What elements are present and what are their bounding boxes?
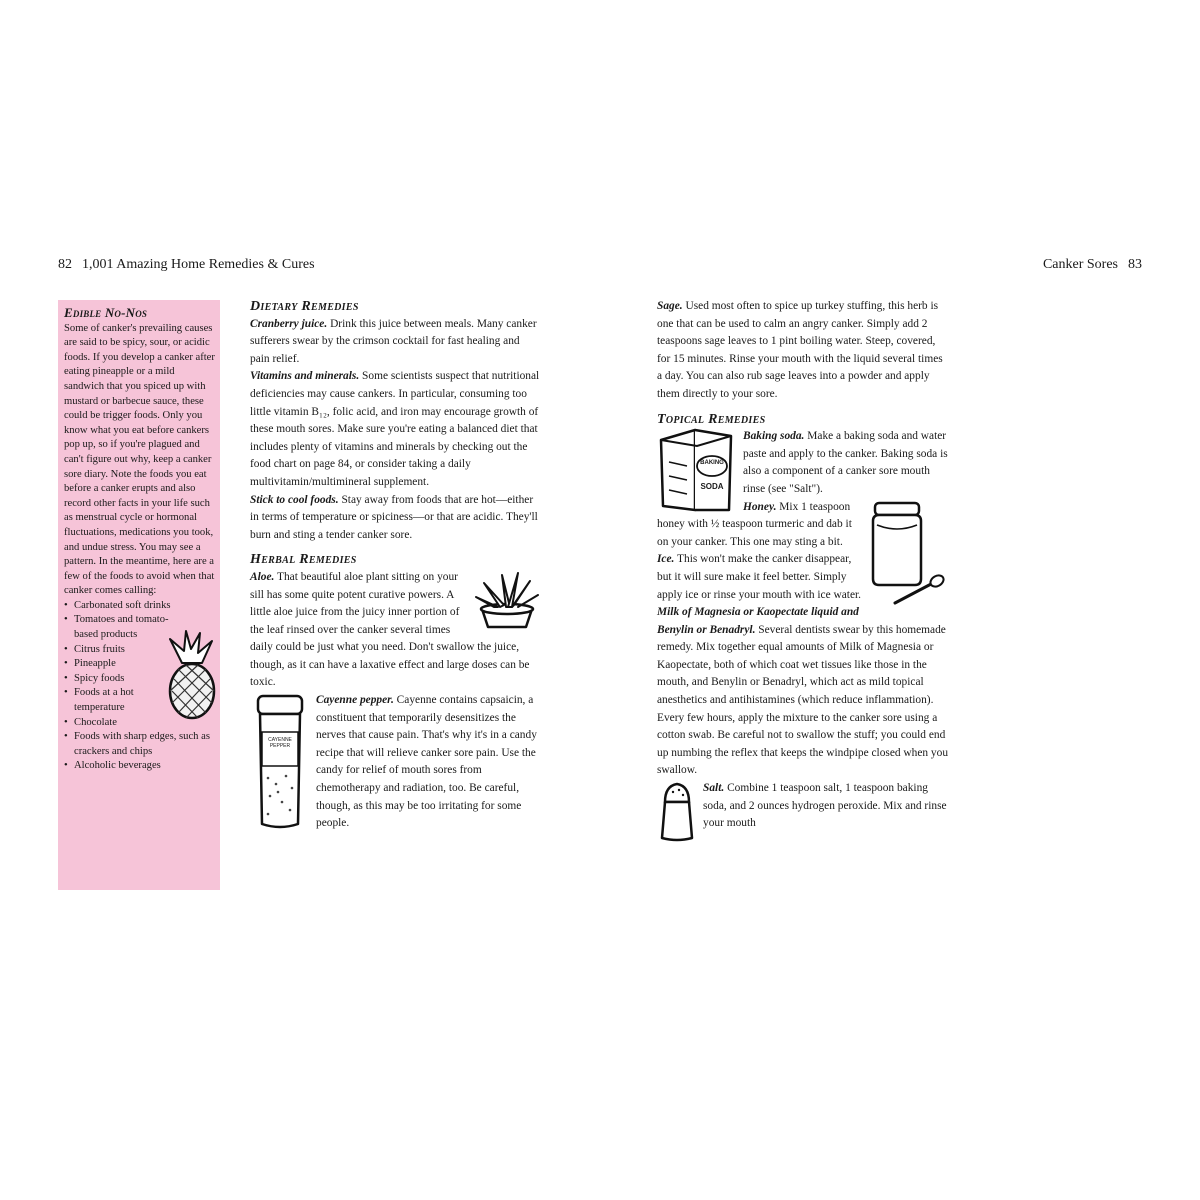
cool-foods-text: Stay away from foods that are hot—either in terms of temperature or spiciness—or that are acidic. They'll burn and sting a tender canker sore. xyxy=(250,493,538,541)
left-main-column xyxy=(250,298,542,833)
baking-soda-illustration xyxy=(657,426,737,514)
left-running-header xyxy=(58,257,315,273)
pineapple-illustration xyxy=(160,629,222,721)
baking-soda-box-icon xyxy=(657,426,737,514)
cranberry-lead: Cranberry juice. xyxy=(250,317,328,330)
vitamins-paragraph xyxy=(250,368,542,491)
sidebar-title: Edible No-Nos xyxy=(64,305,148,320)
honey-jar-illustration xyxy=(867,499,949,611)
list-item: • Foods with sharp edges, such as crackers and chips xyxy=(64,730,224,759)
vitamins-lead: Vitamins and minerals. xyxy=(250,370,360,383)
list-item: • Alcoholic beverages xyxy=(64,759,224,774)
sage-text: Used most often to spice up turkey stuffing, this herb is one that can be used to calm an angry canker. Simply add 2 teaspoons sage leaves to 1 pint boiling water. Steep, covered, for 15 minutes. Rinse your mouth with the liquid several times a day. You can also rub sage leaves into a powder and apply them directly to your sore. xyxy=(657,300,943,400)
cool-foods-lead: Stick to cool foods. xyxy=(250,493,339,506)
cayenne-lead: Cayenne pepper. xyxy=(316,694,394,707)
list-item: • Carbonated soft drinks xyxy=(64,599,224,614)
edible-no-nos-sidebar xyxy=(58,300,220,890)
right-page-number: 83 xyxy=(1128,257,1142,272)
topical-remedies-heading: Topical Remedies xyxy=(657,411,766,427)
chapter-title: Canker Sores xyxy=(1042,257,1118,272)
list-item: • Chocolate xyxy=(64,716,174,731)
list-item: • Tomatoes and tomato-based products xyxy=(64,613,174,642)
cayenne-text: Cayenne contains capsaicin, a constituent that temporarily desensitizes the nerves that cause pain. That's why it's in a candy recipe that will relieve canker sore pain. Use the candy for relief of mouth sores from chemotherapy and radiation, too. Be careful, though, as this may be too irritating for some people. xyxy=(316,694,537,830)
sage-lead: Sage. xyxy=(657,300,683,312)
aloe-lead: Aloe. xyxy=(250,570,275,583)
cranberry-text: Drink this juice between meals. Many canker sufferers swear by the crimson cocktail for fast healing and pain relief. xyxy=(250,317,537,365)
box-label-bottom: SODA xyxy=(700,482,724,492)
box-label-top: BAKING xyxy=(700,460,724,467)
salt-text: Combine 1 teaspoon salt, 1 teaspoon baking soda, and 2 ounces hydrogen peroxide. Mix and rinse your mouth xyxy=(703,782,947,830)
milk-of-magnesia-text: Several dentists swear by this homemade remedy. Mix together equal amounts of Milk of Magnesia or Kaopectate, both of which coat wet tissues like those in the mouth, and Benylin or Benadryl, which act as mild topical anesthetics and antihistamines (which reduce inflammation). Every few hours, apply the mixture to the canker sore using a cotton swab. Be careful not to swallow the stuff; you could end up numbing the reflex that keeps the windpipe closed when you swallow. xyxy=(657,623,949,777)
cranberry-paragraph xyxy=(250,316,542,369)
honey-text: Mix 1 teaspoon honey with ½ teaspoon turmeric and dab it on your canker. This one may sting a bit. xyxy=(657,500,852,548)
book-title: 1,001 Amazing Home Remedies & Cures xyxy=(82,257,315,272)
vitamins-text: Some scientists suspect that nutritional deficiencies may cause cankers. In particular, consuming too little vitamin B₁₂, folic acid, and iron may encourage growth of these mouth sores. Make sure you're eating a balanced diet that includes plenty of vitamins and minerals by checking out the food chart on page 84, or consider taking a daily multivitamin/multimineral supplement. xyxy=(250,370,540,488)
list-item: • Foods at a hot temperature xyxy=(64,686,174,715)
sage-paragraph xyxy=(657,298,949,404)
honey-lead: Honey. xyxy=(743,500,777,513)
salt-shaker-illustration xyxy=(657,780,697,844)
salt-lead: Salt. xyxy=(703,782,725,795)
milk-of-magnesia-paragraph xyxy=(657,604,949,780)
cool-foods-paragraph xyxy=(250,492,542,545)
cayenne-jar-illustration xyxy=(250,692,310,832)
ice-lead: Ice. xyxy=(657,553,675,566)
milk-of-magnesia-lead: Milk of Magnesia or Kaopectate liquid and Benylin or Benadryl. xyxy=(657,606,859,636)
sidebar-list-wrap xyxy=(64,599,215,774)
salt-paragraph xyxy=(657,780,949,833)
spice-jar-icon xyxy=(250,692,310,832)
baking-soda-lead: Baking soda. xyxy=(743,430,805,443)
list-item: • Citrus fruits xyxy=(64,643,174,658)
sidebar-body: Some of canker's prevailing causes are said to be spicy, sour, or acidic foods. If you develop a canker after eating pineapple or a mild sandwich that you spiced up with mustard or barbecue sauce, these could be trigger foods. Only you know what you eat before cankers pop up, so if you're plagued and can't figure out why, keep a canker sore diary. Note the foods you eat before a canker erupts and also record other facts in your life such as menstrual cycle or hormonal fluctuations, medications you took, and undue stress. You may see a pattern. In the meantime, here are a few of the foods to avoid when that canker comes calling: xyxy=(64,322,215,597)
list-item: • Spicy foods xyxy=(64,672,174,687)
right-main-column xyxy=(657,298,949,844)
aloe-plant-illustration xyxy=(472,569,542,633)
list-item: • Pineapple xyxy=(64,657,174,672)
ice-text: This won't make the canker disappear, but it will sure make it feel better. Simply apply ice or rinse your mouth with ice water. xyxy=(657,553,862,601)
aloe-text: That beautiful aloe plant sitting on your sill has some quite potent curative powers. A little aloe juice from the juicy inner portion of the leaf rinsed over the canker several times daily could be just what you need. Don't swallow the juice, though, as it can have a laxative effect and large doses can be toxic. xyxy=(250,570,530,689)
dietary-remedies-heading: Dietary Remedies xyxy=(250,299,359,314)
left-page-number: 82 xyxy=(58,257,72,272)
baking-soda-text: Make a baking soda and water paste and apply to the canker. Baking soda is also a component of a canker sore mouth rinse (see "Salt"). xyxy=(743,430,948,495)
herbal-remedies-heading: Herbal Remedies xyxy=(250,552,357,568)
right-running-header xyxy=(1043,257,1142,273)
cayenne-jar-label: CAYENNE PEPPER xyxy=(268,737,292,750)
